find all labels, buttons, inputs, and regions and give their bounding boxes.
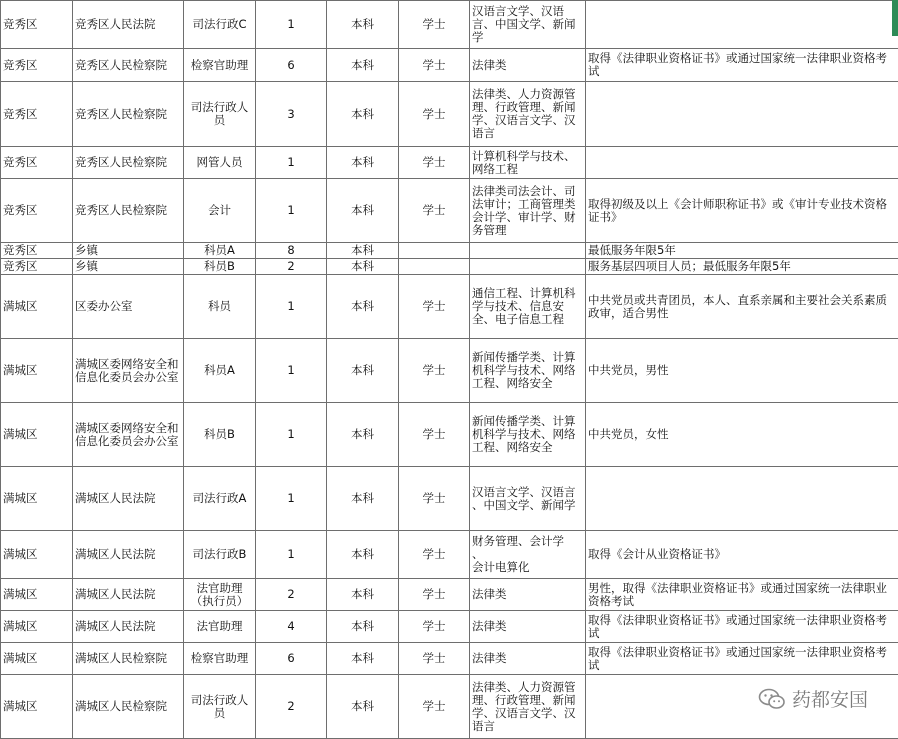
cell-unit: 竞秀区人民检察院 [73, 147, 184, 179]
cell-unit: 满城区委网络安全和信息化委员会办公室 [73, 403, 184, 467]
cell-count: 3 [256, 82, 327, 147]
cell-education: 本科 [327, 579, 399, 611]
cell-position: 检察官助理 [184, 49, 256, 82]
cell-education: 本科 [327, 467, 399, 531]
cell-district: 竞秀区 [1, 82, 73, 147]
watermark [758, 685, 868, 712]
cell-major: 新闻传播学类、计算机科学与技术、网络工程、网络安全 [470, 339, 586, 403]
cell-major: 法律类 [470, 579, 586, 611]
cell-education: 本科 [327, 1, 399, 49]
table-body [1, 1, 898, 739]
cell-requirements: 取得《法律职业资格证书》或通过国家统一法律职业资格考试 [586, 611, 898, 643]
cell-major: 法律类 [470, 49, 586, 82]
cell-major: 通信工程、计算机科学与技术、信息安全、电子信息工程 [470, 275, 586, 339]
cell-education: 本科 [327, 243, 399, 259]
table-row [1, 179, 898, 243]
cell-major: 计算机科学与技术、网络工程 [470, 147, 586, 179]
cell-requirements: 中共党员，女性 [586, 403, 898, 467]
cell-requirements: 男性，取得《法律职业资格证书》或通过国家统一法律职业资格考试 [586, 579, 898, 611]
cell-position: 检察官助理 [184, 643, 256, 675]
table-row [1, 1, 898, 49]
cell-district: 满城区 [1, 467, 73, 531]
cell-unit: 竞秀区人民检察院 [73, 82, 184, 147]
cell-district: 满城区 [1, 611, 73, 643]
cell-degree: 学士 [399, 403, 470, 467]
cell-major: 财务管理、会计学 、 会计电算化 [470, 531, 586, 579]
cell-unit: 满城区人民检察院 [73, 643, 184, 675]
cell-district: 竞秀区 [1, 243, 73, 259]
cell-district: 竞秀区 [1, 49, 73, 82]
cell-position: 司法行政C [184, 1, 256, 49]
table-row [1, 467, 898, 531]
cell-district: 满城区 [1, 643, 73, 675]
cell-count: 1 [256, 1, 327, 49]
wechat-icon [758, 687, 786, 711]
cell-education: 本科 [327, 179, 399, 243]
cell-education: 本科 [327, 643, 399, 675]
cell-count: 2 [256, 579, 327, 611]
cell-education: 本科 [327, 147, 399, 179]
cell-district: 竞秀区 [1, 147, 73, 179]
cell-major: 法律类 [470, 643, 586, 675]
table-row [1, 275, 898, 339]
table-row [1, 147, 898, 179]
cell-position: 法官助理 [184, 611, 256, 643]
cell-district: 竞秀区 [1, 1, 73, 49]
corner-marker [892, 0, 898, 36]
cell-district: 满城区 [1, 339, 73, 403]
cell-count: 1 [256, 403, 327, 467]
cell-unit: 乡镇 [73, 259, 184, 275]
cell-position: 网管人员 [184, 147, 256, 179]
cell-position: 科员B [184, 259, 256, 275]
cell-degree: 学士 [399, 147, 470, 179]
cell-degree [399, 243, 470, 259]
cell-count: 4 [256, 611, 327, 643]
table-row [1, 643, 898, 675]
cell-degree: 学士 [399, 579, 470, 611]
table-row [1, 531, 898, 579]
cell-unit: 满城区人民法院 [73, 467, 184, 531]
cell-education: 本科 [327, 675, 399, 739]
cell-requirements: 取得初级及以上《会计师职称证书》或《审计专业技术资格证书》 [586, 179, 898, 243]
cell-requirements: 取得《法律职业资格证书》或通过国家统一法律职业资格考试 [586, 49, 898, 82]
cell-major: 法律类司法会计、司法审计；工商管理类会计学、审计学、财务管理 [470, 179, 586, 243]
cell-education: 本科 [327, 403, 399, 467]
cell-position: 司法行政人员 [184, 675, 256, 739]
cell-degree: 学士 [399, 339, 470, 403]
cell-count: 1 [256, 531, 327, 579]
cell-position: 会计 [184, 179, 256, 243]
cell-unit: 满城区人民法院 [73, 611, 184, 643]
cell-degree: 学士 [399, 49, 470, 82]
cell-count: 1 [256, 179, 327, 243]
cell-position: 科员A [184, 243, 256, 259]
cell-count: 2 [256, 259, 327, 275]
table-row [1, 339, 898, 403]
cell-requirements [586, 147, 898, 179]
table-row [1, 82, 898, 147]
cell-degree: 学士 [399, 643, 470, 675]
cell-major: 汉语言文学、汉语言、中国文学、新闻学 [470, 1, 586, 49]
cell-major [470, 243, 586, 259]
cell-unit: 竞秀区人民检察院 [73, 49, 184, 82]
cell-count: 6 [256, 49, 327, 82]
cell-position: 科员 [184, 275, 256, 339]
cell-unit: 满城区人民法院 [73, 531, 184, 579]
cell-count: 8 [256, 243, 327, 259]
cell-degree: 学士 [399, 611, 470, 643]
cell-district: 满城区 [1, 531, 73, 579]
cell-unit: 区委办公室 [73, 275, 184, 339]
cell-position: 法官助理（执行员） [184, 579, 256, 611]
cell-degree [399, 259, 470, 275]
cell-district: 竞秀区 [1, 259, 73, 275]
cell-degree: 学士 [399, 1, 470, 49]
table-row [1, 611, 898, 643]
table-row [1, 259, 898, 275]
cell-education: 本科 [327, 275, 399, 339]
cell-major: 法律类、人力资源管理、行政管理、新闻学、汉语言文学、汉语言 [470, 675, 586, 739]
cell-district: 满城区 [1, 675, 73, 739]
cell-degree: 学士 [399, 82, 470, 147]
cell-education: 本科 [327, 49, 399, 82]
cell-position: 司法行政A [184, 467, 256, 531]
cell-education: 本科 [327, 339, 399, 403]
cell-education: 本科 [327, 82, 399, 147]
cell-count: 1 [256, 147, 327, 179]
cell-unit: 竞秀区人民法院 [73, 1, 184, 49]
cell-count: 1 [256, 275, 327, 339]
cell-requirements: 取得《法律职业资格证书》或通过国家统一法律职业资格考试 [586, 643, 898, 675]
cell-position: 司法行政B [184, 531, 256, 579]
cell-requirements [586, 467, 898, 531]
cell-requirements: 中共党员或共青团员，本人、直系亲属和主要社会关系素质政审，适合男性 [586, 275, 898, 339]
table-row [1, 403, 898, 467]
cell-district: 满城区 [1, 275, 73, 339]
cell-unit: 满城区委网络安全和信息化委员会办公室 [73, 339, 184, 403]
cell-requirements: 中共党员，男性 [586, 339, 898, 403]
cell-education: 本科 [327, 531, 399, 579]
cell-requirements: 服务基层四项目人员；最低服务年限5年 [586, 259, 898, 275]
cell-count: 6 [256, 643, 327, 675]
cell-degree: 学士 [399, 531, 470, 579]
cell-education: 本科 [327, 259, 399, 275]
cell-unit: 竞秀区人民检察院 [73, 179, 184, 243]
cell-district: 满城区 [1, 579, 73, 611]
cell-count: 2 [256, 675, 327, 739]
cell-unit: 满城区人民检察院 [73, 675, 184, 739]
table-row [1, 49, 898, 82]
cell-degree: 学士 [399, 275, 470, 339]
cell-requirements: 取得《会计从业资格证书》 [586, 531, 898, 579]
cell-district: 满城区 [1, 403, 73, 467]
cell-requirements [586, 1, 898, 49]
cell-major: 汉语言文学、汉语言 、中国文学、新闻学 [470, 467, 586, 531]
cell-count: 1 [256, 339, 327, 403]
cell-unit: 乡镇 [73, 243, 184, 259]
cell-degree: 学士 [399, 179, 470, 243]
cell-major: 新闻传播学类、计算机科学与技术、网络工程、网络安全 [470, 403, 586, 467]
cell-position: 科员B [184, 403, 256, 467]
watermark-text: 药都安国 [792, 685, 868, 712]
cell-position: 科员A [184, 339, 256, 403]
cell-education: 本科 [327, 611, 399, 643]
cell-district: 竞秀区 [1, 179, 73, 243]
cell-major [470, 259, 586, 275]
cell-degree: 学士 [399, 675, 470, 739]
cell-major: 法律类、人力资源管理、行政管理、新闻学、汉语言文学、汉语言 [470, 82, 586, 147]
table-row [1, 579, 898, 611]
cell-position: 司法行政人员 [184, 82, 256, 147]
cell-count: 1 [256, 467, 327, 531]
table-row [1, 243, 898, 259]
cell-requirements: 最低服务年限5年 [586, 243, 898, 259]
cell-requirements [586, 82, 898, 147]
cell-major: 法律类 [470, 611, 586, 643]
cell-degree: 学士 [399, 467, 470, 531]
cell-unit: 满城区人民法院 [73, 579, 184, 611]
